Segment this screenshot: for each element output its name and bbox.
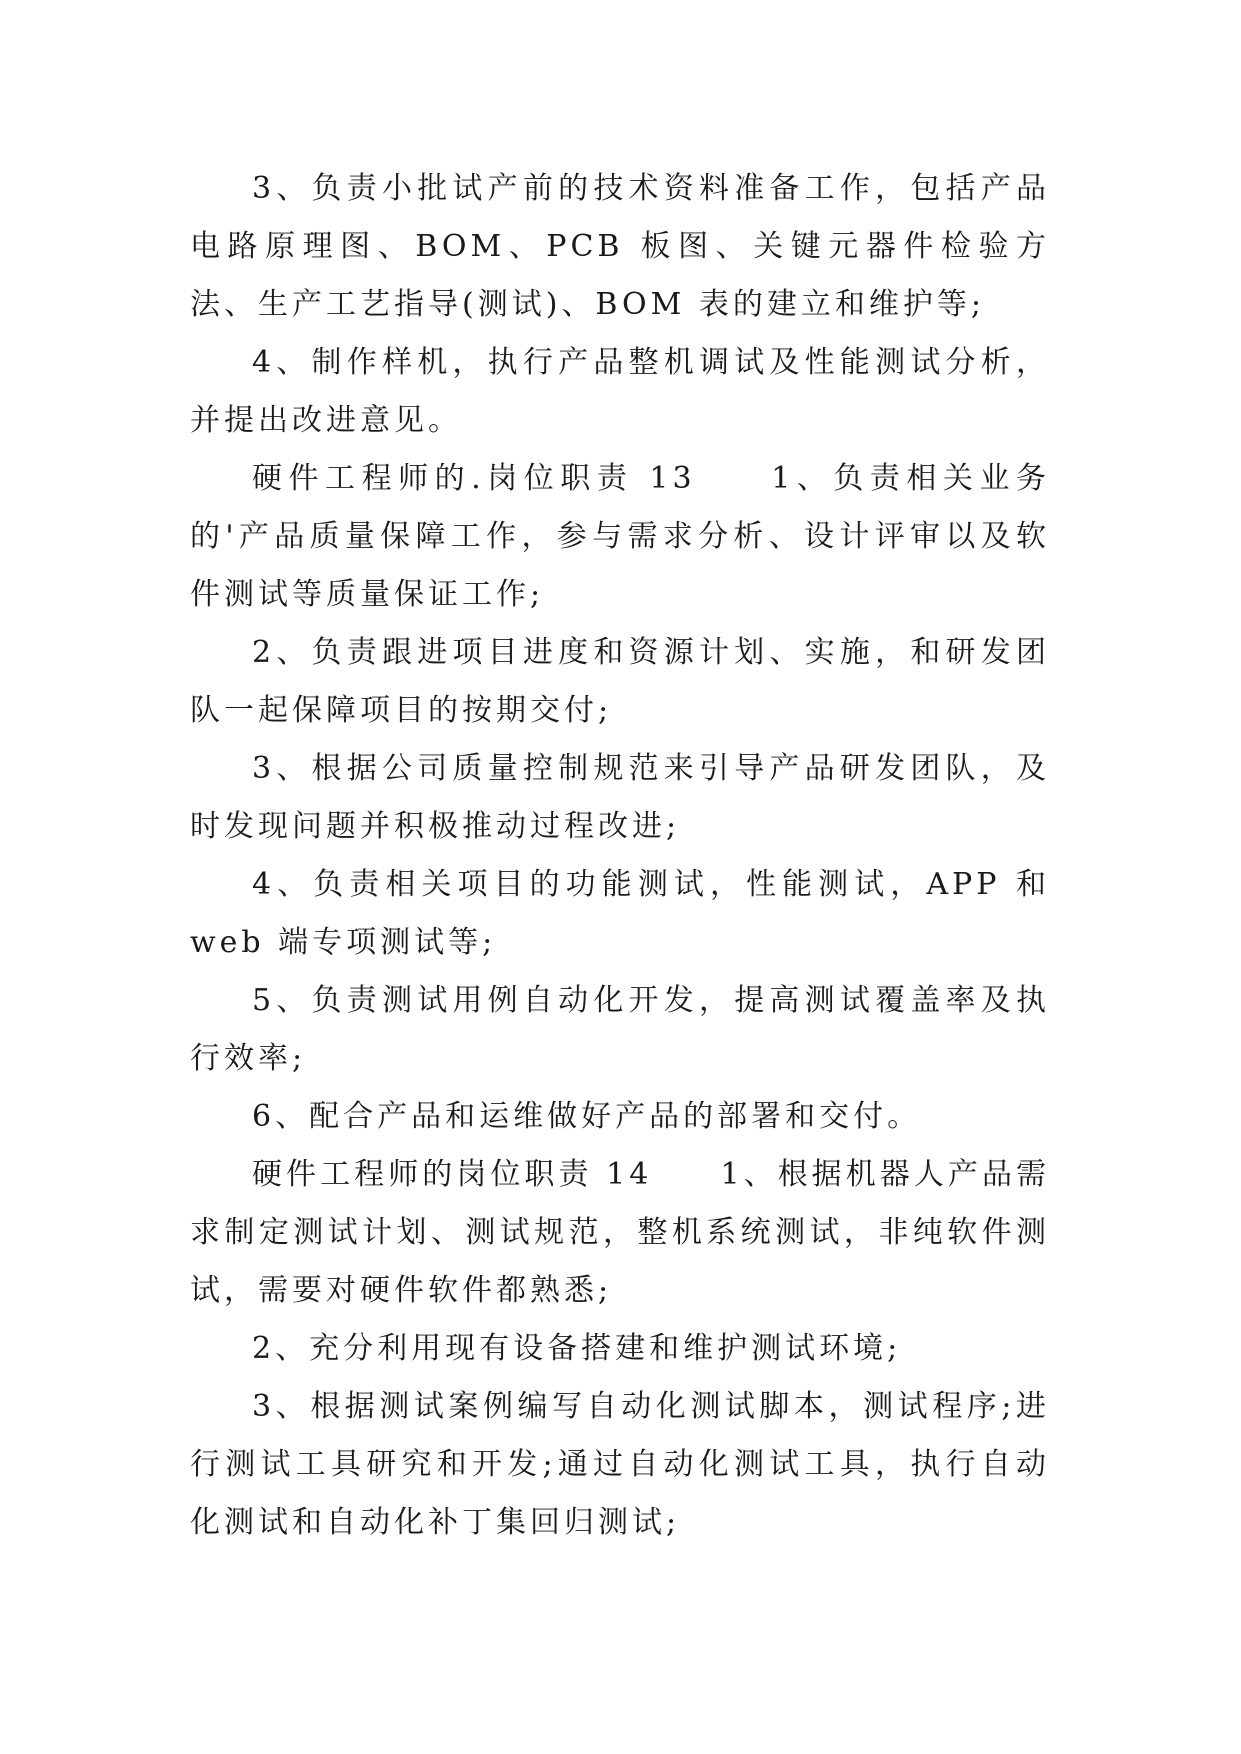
- paragraph: 4、负责相关项目的功能测试，性能测试，APP 和 web 端专项测试等;: [190, 867, 1050, 960]
- paragraph: 6、配合产品和运维做好产品的部署和交付。: [252, 1099, 922, 1134]
- paragraph: 3、根据测试案例编写自动化测试脚本，测试程序;进行测试工具研究和开发;通过自动化测试工具，执行自动化测试和自动化补丁集回归测试;: [190, 1389, 1050, 1540]
- paragraph: 2、负责跟进项目进度和资源计划、实施，和研发团队一起保障项目的按期交付;: [190, 635, 1050, 728]
- paragraph: 2、充分利用现有设备搭建和维护测试环境;: [252, 1331, 902, 1366]
- paragraph: 硬件工程师的.岗位职责 13 1、负责相关业务的'产品质量保障工作，参与需求分析、设计评审以及软件测试等质量保证工作;: [190, 461, 1050, 612]
- paragraph: 5、负责测试用例自动化开发，提高测试覆盖率及执行效率;: [190, 983, 1050, 1076]
- document-body: [190, 160, 1050, 1552]
- paragraph: 硬件工程师的岗位职责 14 1、根据机器人产品需求制定测试计划、测试规范，整机系统测试，非纯软件测试，需要对硬件软件都熟悉;: [190, 1157, 1050, 1308]
- paragraph: 4、制作样机，执行产品整机调试及性能测试分析，并提出改进意见。: [190, 345, 1050, 438]
- paragraph: 3、负责小批试产前的技术资料准备工作，包括产品电路原理图、BOM、PCB 板图、关键元器件检验方法、生产工艺指导(测试)、BOM 表的建立和维护等;: [190, 171, 1050, 322]
- paragraph: 3、根据公司质量控制规范来引导产品研发团队，及时发现问题并积极推动过程改进;: [190, 751, 1050, 844]
